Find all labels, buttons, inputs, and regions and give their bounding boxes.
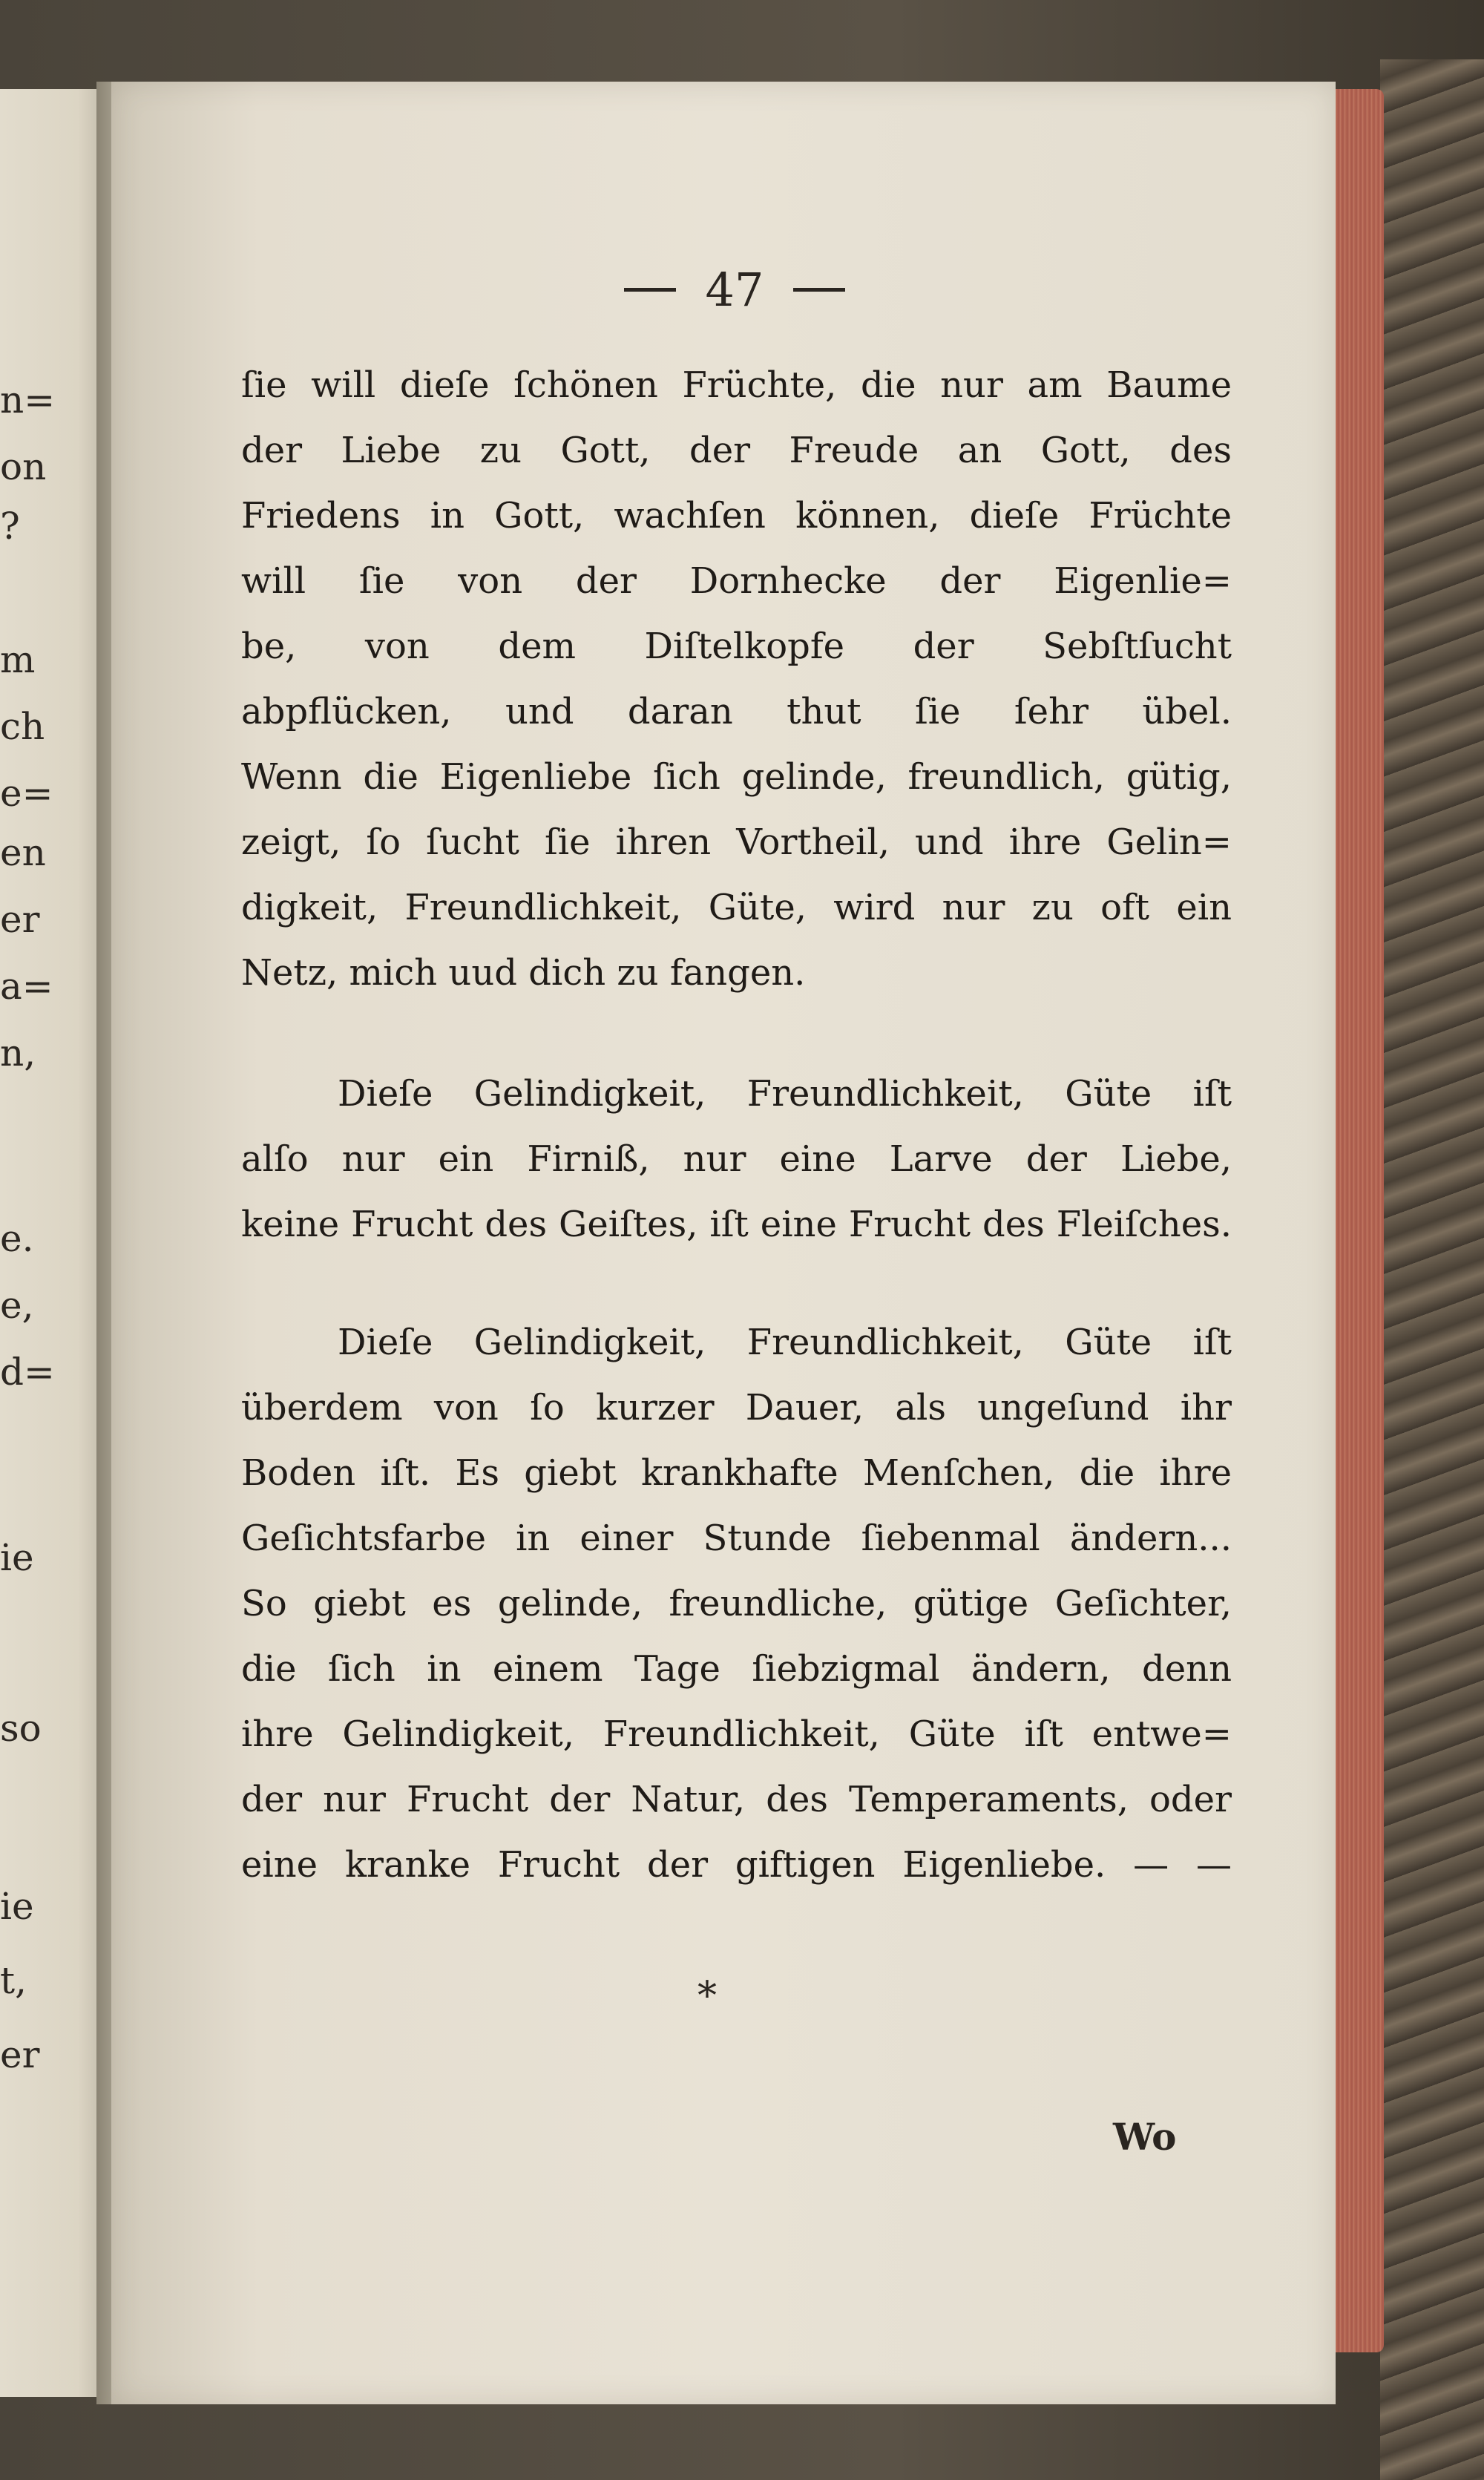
- facing-page-fragment: n=: [0, 378, 56, 421]
- paragraph-2: [241, 1061, 1232, 1257]
- catchword: Wo: [1113, 2115, 1177, 2159]
- text-line: Geſichtsfarbe in einer Stunde ſiebenmal ändern...: [241, 1518, 1232, 1559]
- book-cover-edge: [1380, 59, 1484, 2480]
- text-line: So giebt es gelinde, freundliche, gütige Geſichter,: [241, 1583, 1232, 1624]
- facing-page-fragment: ie: [0, 1536, 34, 1579]
- page-number: 47: [705, 262, 764, 317]
- text-line: Dieſe Gelindigkeit, Freundlichkeit, Güte iſt: [338, 1322, 1232, 1363]
- section-asterisk: *: [697, 1974, 717, 2018]
- facing-page-fragment: so: [0, 1707, 42, 1750]
- text-line: Friedens in Gott, wachſen können, dieſe Früchte: [241, 495, 1232, 537]
- page-header: [586, 252, 883, 327]
- text-line: will ſie von der Dornhecke der Eigenlie=: [241, 560, 1232, 602]
- text-line: Netz, mich uud dich zu fangen.: [241, 952, 806, 994]
- text-line: die ſich in einem Tage ſiebzigmal ändern, denn: [241, 1648, 1232, 1690]
- text-line: zeigt, ſo ſucht ſie ihren Vortheil, und ihre Gelin=: [241, 821, 1232, 863]
- text-line: der Liebe zu Gott, der Freude an Gott, des: [241, 430, 1232, 471]
- facing-page-fragment: e.: [0, 1217, 34, 1260]
- text-line: überdem von ſo kurzer Dauer, als ungeſund ihr: [241, 1387, 1232, 1428]
- facing-page-fragment: ch: [0, 705, 45, 748]
- text-line: abpflücken, und daran thut ſie ſehr übel.: [241, 691, 1232, 732]
- facing-page-fragment: er: [0, 898, 40, 941]
- book-page: [111, 82, 1336, 2404]
- page-stack-edge: [1332, 89, 1384, 2352]
- facing-page-fragment: a=: [0, 965, 53, 1008]
- facing-page: [0, 89, 111, 2397]
- facing-page-fragment: ?: [0, 505, 20, 548]
- facing-page-fragment: n,: [0, 1031, 36, 1075]
- header-dash-left: [624, 288, 676, 292]
- facing-page-fragment: ie: [0, 1885, 34, 1928]
- text-line: ihre Gelindigkeit, Freundlichkeit, Güte iſt entwe=: [241, 1713, 1232, 1755]
- facing-page-fragment: en: [0, 831, 46, 874]
- facing-page-fragment: m: [0, 638, 36, 681]
- text-line: Boden iſt. Es giebt krankhafte Menſchen, die ihre: [241, 1452, 1232, 1494]
- paragraph-3: [241, 1310, 1232, 1897]
- header-dash-right: [793, 288, 845, 292]
- text-line: eine kranke Frucht der giftigen Eigenliebe. — —: [241, 1844, 1232, 1886]
- facing-page-fragment: e,: [0, 1284, 34, 1327]
- text-line: digkeit, Freundlichkeit, Güte, wird nur zu oft ein: [241, 887, 1232, 928]
- facing-page-fragment: e=: [0, 772, 53, 815]
- facing-page-fragment: er: [0, 2033, 40, 2076]
- text-line: alſo nur ein Firniß, nur eine Larve der Liebe,: [241, 1138, 1232, 1180]
- facing-page-fragment: on: [0, 445, 47, 488]
- paragraph-1: [241, 352, 1232, 1006]
- text-line: keine Frucht des Geiſtes, iſt eine Frucht des Fleiſches.: [241, 1204, 1232, 1245]
- text-line: ſie will dieſe ſchönen Früchte, die nur am Baume: [241, 364, 1232, 406]
- text-line: be, von dem Diſtelkopfe der Sebſtſucht: [241, 626, 1232, 667]
- facing-page-fragment: d=: [0, 1351, 55, 1394]
- text-line: Dieſe Gelindigkeit, Freundlichkeit, Güte iſt: [338, 1073, 1232, 1115]
- text-line: Wenn die Eigenliebe ſich gelinde, freundlich, gütig,: [241, 756, 1232, 798]
- facing-page-fragment: t,: [0, 1959, 27, 2002]
- text-line: der nur Frucht der Natur, des Temperaments, oder: [241, 1779, 1232, 1820]
